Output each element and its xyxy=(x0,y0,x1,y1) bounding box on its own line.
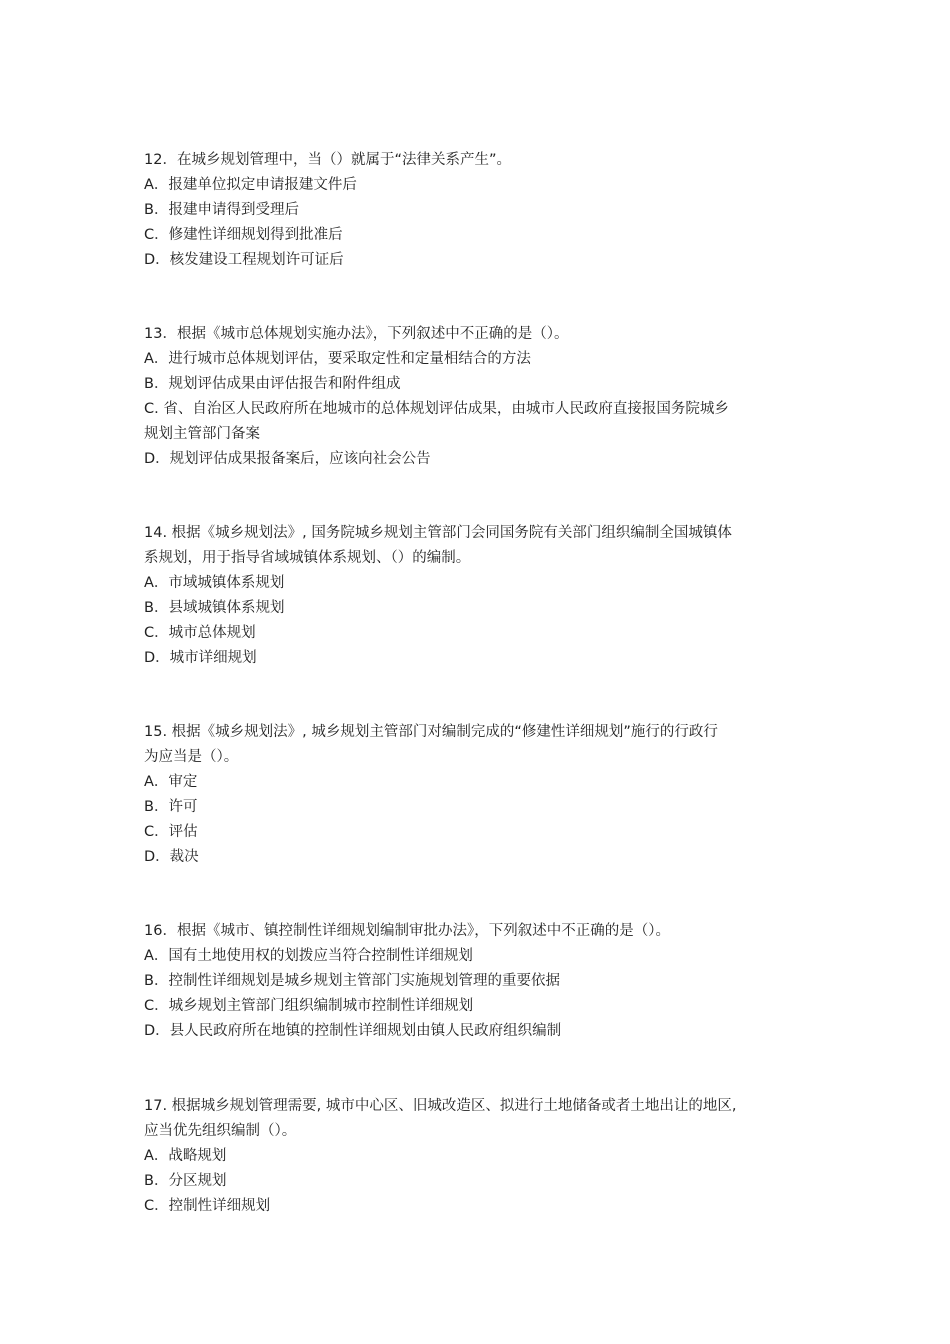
question-13 xyxy=(144,322,816,472)
question-stem: 13．根据《城市总体规划实施办法》，下列叙述中不正确的是（）。 xyxy=(144,326,569,342)
question-14 xyxy=(144,521,816,671)
option-a: A．战略规划 xyxy=(144,1148,227,1164)
question-stem: 14. 根据《城乡规划法》, 国务院城乡规划主管部门会同国务院有关部门组织编制全国城镇体 xyxy=(144,525,732,541)
option-b: B．许可 xyxy=(144,799,198,815)
option-b: B．控制性详细规划是城乡规划主管部门实施规划管理的重要依据 xyxy=(144,973,560,989)
option-b: B．报建申请得到受理后 xyxy=(144,202,299,218)
question-stem-continued: 应当优先组织编制（）。 xyxy=(144,1123,297,1139)
option-c: C．城市总体规划 xyxy=(144,625,256,641)
option-c: C．控制性详细规划 xyxy=(144,1198,271,1214)
option-c: C. 省、自治区人民政府所在地城市的总体规划评估成果，由城市人民政府直接报国务院城乡 xyxy=(144,401,729,417)
option-a: A．国有土地使用权的划拨应当符合控制性详细规划 xyxy=(144,948,473,964)
question-15 xyxy=(144,720,816,870)
option-c: C．修建性详细规划得到批准后 xyxy=(144,227,343,243)
question-stem-continued: 为应当是（）。 xyxy=(144,749,239,765)
option-c-continued: 规划主管部门备案 xyxy=(144,426,260,442)
option-b: B．规划评估成果由评估报告和附件组成 xyxy=(144,376,401,392)
option-d: D．核发建设工程规划许可证后 xyxy=(144,252,344,268)
question-17 xyxy=(144,1094,816,1219)
question-stem: 17. 根据城乡规划管理需要, 城市中心区、旧城改造区、拟进行土地储备或者土地出让的地区, xyxy=(144,1098,737,1114)
option-b: B．分区规划 xyxy=(144,1173,227,1189)
question-stem-continued: 系规划，用于指导省域城镇体系规划、（）的编制。 xyxy=(144,550,471,566)
option-d: D．县人民政府所在地镇的控制性详细规划由镇人民政府组织编制 xyxy=(144,1023,562,1039)
option-d: D．规划评估成果报备案后，应该向社会公告 xyxy=(144,451,431,467)
question-stem: 12．在城乡规划管理中，当（）就属于“法律关系产生”。 xyxy=(144,152,511,168)
option-c: C．城乡规划主管部门组织编制城市控制性详细规划 xyxy=(144,998,474,1014)
option-a: A．市域城镇体系规划 xyxy=(144,575,285,591)
option-c: C．评估 xyxy=(144,824,198,840)
question-16 xyxy=(144,919,816,1044)
question-stem: 15. 根据《城乡规划法》, 城乡规划主管部门对编制完成的“修建性详细规划”施行的行政行 xyxy=(144,724,718,740)
option-d: D．裁决 xyxy=(144,849,199,865)
question-12 xyxy=(144,148,816,273)
option-a: A．报建单位拟定申请报建文件后 xyxy=(144,177,357,193)
option-b: B．县域城镇体系规划 xyxy=(144,600,285,616)
question-stem: 16．根据《城市、镇控制性详细规划编制审批办法》，下列叙述中不正确的是（）。 xyxy=(144,923,670,939)
option-a: A．进行城市总体规划评估，要采取定性和定量相结合的方法 xyxy=(144,351,531,367)
option-a: A．审定 xyxy=(144,774,198,790)
option-d: D．城市详细规划 xyxy=(144,650,257,666)
